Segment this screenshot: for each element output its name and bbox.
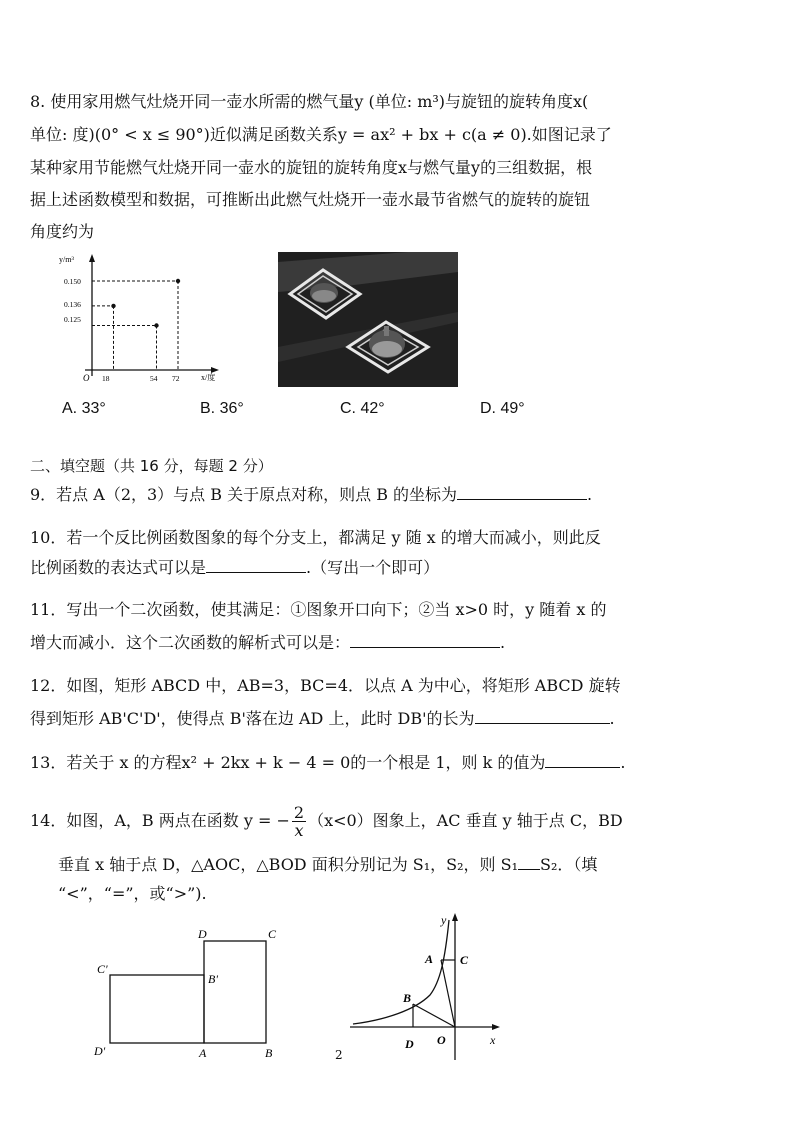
q10-answer-blank[interactable] xyxy=(206,557,306,573)
label-a: A xyxy=(199,1046,207,1060)
origin-label: O xyxy=(83,373,90,383)
q14-answer-blank[interactable] xyxy=(518,854,540,870)
q14-text-a: 14．如图，A，B 两点在函数 y = − xyxy=(30,811,290,830)
q13-end: . xyxy=(620,753,626,772)
q14-line3: “<”，“=”，或“>”). xyxy=(58,884,207,903)
stove-photo-drawing xyxy=(278,252,458,387)
q9-text: 9．若点 A（2，3）与点 B 关于原点对称，则点 B 的坐标为 xyxy=(30,485,458,504)
q12-line2 xyxy=(30,708,615,729)
q14-text-c: 垂直 x 轴于点 D，△AOC，△BOD 面积分别记为 S₁，S₂，则 S₁ xyxy=(58,855,519,874)
ytick-label-2: 0.125 xyxy=(64,315,81,324)
q9-answer-blank[interactable] xyxy=(457,484,587,500)
q12-line1: 12．如图，矩形 ABCD 中，AB=3，BC=4．以点 A 为中心，将矩形 ABCD 旋转 xyxy=(30,676,621,695)
q9-end: . xyxy=(587,485,593,504)
q12-end: . xyxy=(609,709,615,728)
q12-text: 得到矩形 AB'C'D'，使得点 B'落在边 AD 上，此时 DB'的长为 xyxy=(30,709,475,728)
label-c: C xyxy=(268,927,277,941)
xtick-label-0: 18 xyxy=(102,374,110,383)
hyperbola-curve xyxy=(353,920,449,1024)
q14-fraction xyxy=(292,804,306,839)
q8-line5: 角度约为 xyxy=(30,222,95,241)
stove-photo xyxy=(278,252,458,387)
q10-text: 比例函数的表达式可以是 xyxy=(30,558,207,577)
segment-bo xyxy=(413,1004,455,1027)
q10-end: .（写出一个即可） xyxy=(306,558,440,577)
x-axis-arrow xyxy=(492,1024,500,1030)
option-d: D. 49° xyxy=(480,400,525,417)
label-b-prime: B' xyxy=(208,972,218,986)
rect-ab-c-d xyxy=(110,975,204,1043)
q11-line2 xyxy=(30,632,505,653)
q8-line2: 单位: 度)(0° < x ≤ 90°)近似满足函数关系y = ax² + bx + c(a ≠ 0).如图记录了 xyxy=(30,125,612,144)
segment-ao xyxy=(441,960,455,1027)
rect-abcd xyxy=(204,941,266,1043)
label-c: C xyxy=(460,953,469,967)
data-point-0 xyxy=(111,304,115,308)
q11-line1: 11．写出一个二次函数，使其满足：①图象开口向下；②当 x>0 时，y 随着 x 的 xyxy=(30,600,607,619)
label-b: B xyxy=(403,991,412,1005)
q14-figure xyxy=(345,910,515,1065)
q8-line4: 据上述函数模型和数据，可推断出此燃气灶烧开一壶水最节省燃气的旋转的旋钮 xyxy=(30,190,591,209)
label-x: x xyxy=(490,1033,496,1047)
data-point-1 xyxy=(154,323,158,327)
label-d: D xyxy=(198,927,207,941)
q10-line2 xyxy=(30,557,439,578)
q8-line1: 8. 使用家用燃气灶烧开同一壶水所需的燃气量y (单位: m³)与旋钮的旋转角度x( xyxy=(30,92,589,111)
q11-answer-blank[interactable] xyxy=(350,632,500,648)
y-axis-label: y/m³ xyxy=(59,255,74,264)
page-number: 2 xyxy=(335,1048,343,1062)
q8-line3: 某种家用节能燃气灶烧开同一壶水的旋钮的旋转角度x与燃气量y的三组数据，根 xyxy=(30,158,593,177)
q14-text-b: （x<0）图象上，AC 垂直 y 轴于点 C，BD xyxy=(308,811,623,830)
y-axis-arrow xyxy=(89,254,95,262)
q14-fraction-num: 2 xyxy=(293,803,305,822)
xtick-label-1: 54 xyxy=(150,374,158,383)
q12-answer-blank[interactable] xyxy=(475,708,610,724)
q14-text-d: S₂．（填 xyxy=(540,855,598,874)
data-point-2 xyxy=(176,279,180,283)
label-o: O xyxy=(437,1033,446,1047)
label-d: D xyxy=(405,1037,414,1051)
option-a: A. 33° xyxy=(62,400,106,417)
option-b: B. 36° xyxy=(200,400,244,417)
label-y: y xyxy=(441,913,447,927)
q11-text: 增大而减小．这个二次函数的解析式可以是： xyxy=(30,633,351,652)
q11-end: . xyxy=(500,633,506,652)
q12-figure xyxy=(85,925,285,1065)
q14-line2 xyxy=(58,854,597,875)
y-axis-arrow xyxy=(452,913,458,921)
option-c: C. 42° xyxy=(340,400,385,417)
q14-line1 xyxy=(30,804,623,839)
q13-text: 13．若关于 x 的方程x² + 2kx + k − 4 = 0的一个根是 1，则 k 的值为 xyxy=(30,753,546,772)
section-heading: 二、填空题（共 16 分，每题 2 分） xyxy=(30,457,273,475)
q14-fraction-den: x xyxy=(294,821,304,840)
q13-answer-blank[interactable] xyxy=(545,752,620,768)
label-c-prime: C' xyxy=(97,962,108,976)
q9-line xyxy=(30,484,592,505)
label-a: A xyxy=(425,952,434,966)
ytick-label-0: 0.150 xyxy=(64,277,81,286)
label-b: B xyxy=(265,1046,273,1060)
label-d-prime: D' xyxy=(94,1044,106,1058)
q8-graph xyxy=(55,252,235,387)
ytick-label-1: 0.136 xyxy=(64,300,81,309)
q13-line xyxy=(30,752,626,773)
xtick-label-2: 72 xyxy=(172,374,180,383)
q10-line1: 10．若一个反比例函数图象的每个分支上，都满足 y 随 x 的增大而减小，则此反 xyxy=(30,528,601,547)
x-axis-label: x/度 xyxy=(201,373,216,382)
